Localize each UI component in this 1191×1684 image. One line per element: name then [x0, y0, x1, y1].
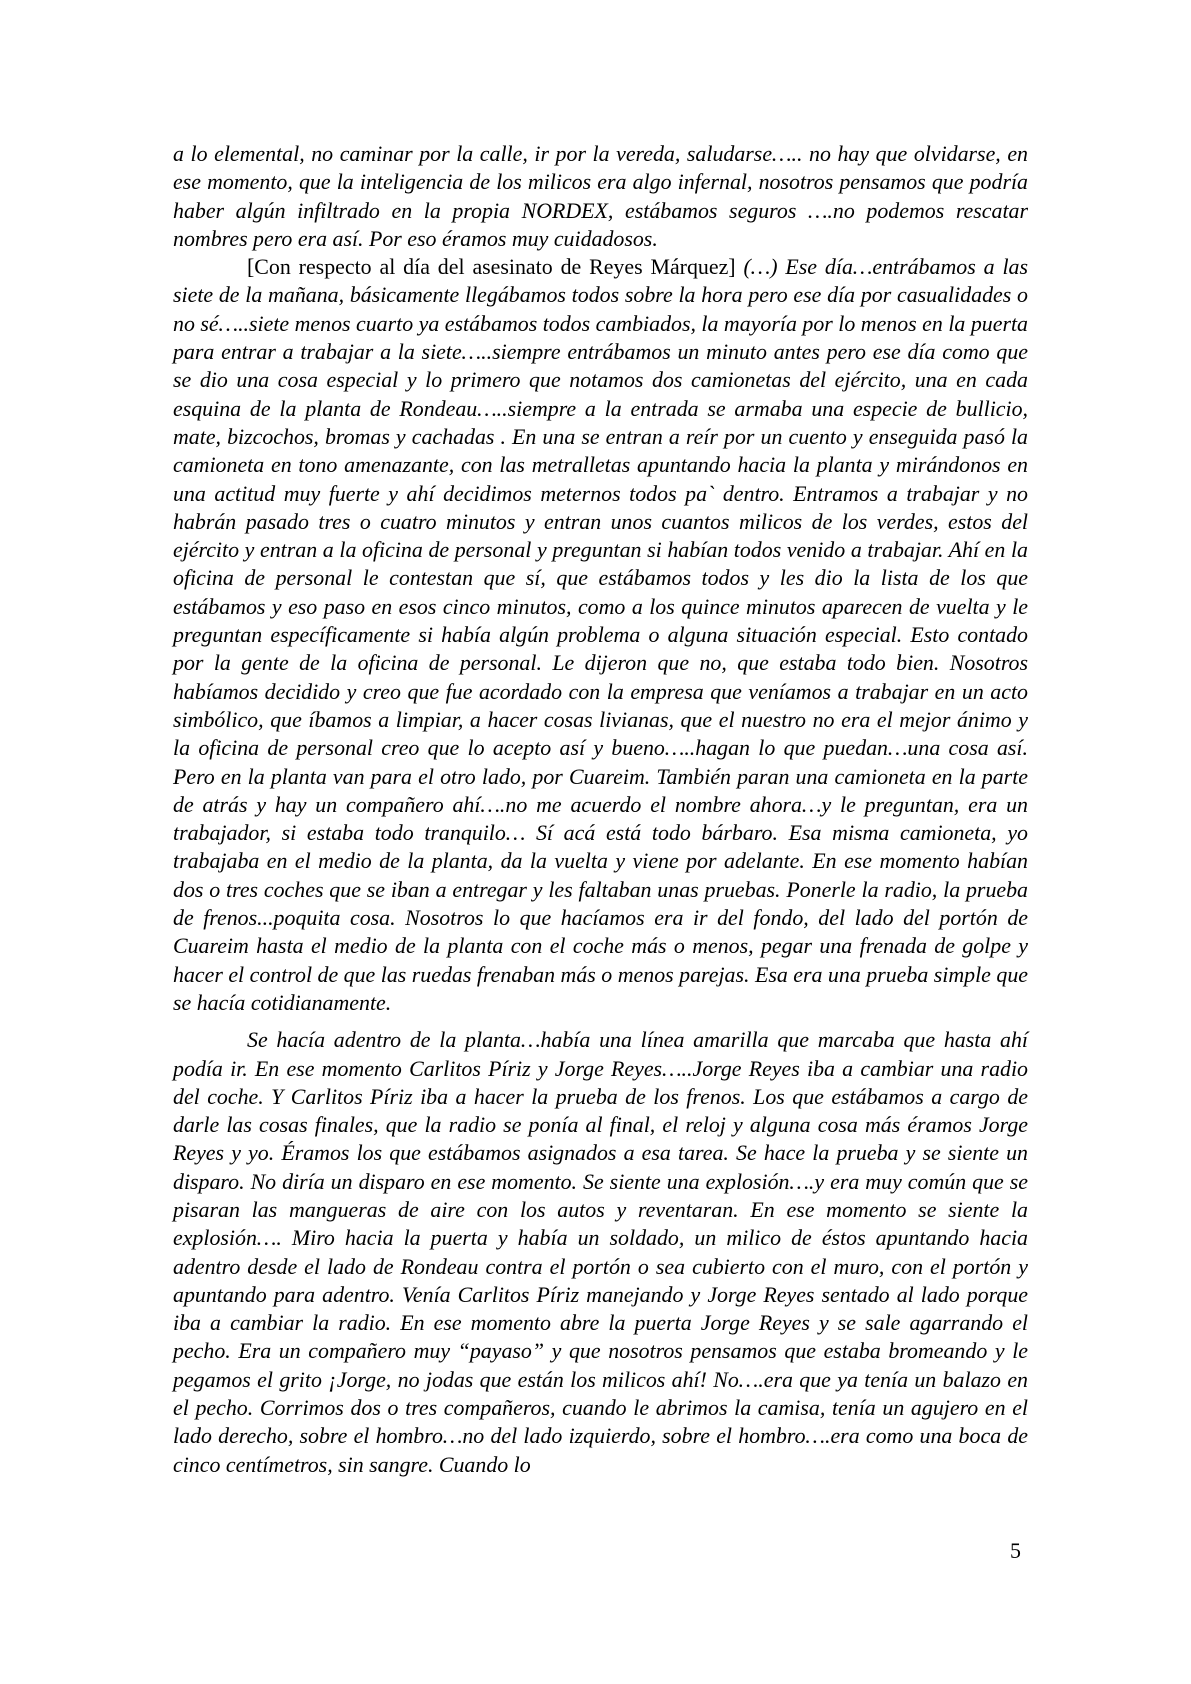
bracketed-context-note: [Con respecto al día del asesinato de Reyes Márquez] — [247, 254, 736, 280]
paragraph-2-text: (…) Ese día…entrábamos a las siete de la mañana, básicamente llegábamos todos sobre la hora pero ese día por casualidades o no sé…..siete menos cuarto ya estábamos todos cambiados, la mayoría por lo menos en la puerta para entrar a trabajar a la siete…..siempre entrábamos un minuto antes pero ese día como que se dio una cosa especial y lo primero que notamos dos camionetas del ejército, una en cada esquina de la planta de Rondeau…..siempre a la entrada se armaba una especie de bullicio, mate, bizcochos, bromas y cachadas . En una se entran a reír por un cuento y enseguida pasó la camioneta en tono amenazante, con las metralletas apuntando hacia la planta y mirándonos en una actitud muy fuerte y ahí decidimos meternos todos pa` dentro. Entramos a trabajar y no habrán pasado tres o cuatro minutos y entran unos cuantos milicos de los verdes, estos del ejército y entran a la oficina de personal y preguntan si habían todos venido a trabajar. Ahí en la oficina de personal le contestan que sí, que estábamos todos y les dio la lista de los que estábamos y eso paso en esos cinco minutos, como a los quince minutos aparecen de vuelta y le preguntan específicamente si había algún problema o alguna situación especial. Esto contado por la gente de la oficina de personal. Le dijeron que no, que estaba todo bien. Nosotros habíamos decidido y creo que fue acordado con la empresa que veníamos a trabajar en un acto simbólico, que íbamos a limpiar, a hacer cosas livianas, que el nuestro no era el mejor ánimo y la oficina de personal creo que lo acepto así y bueno…..hagan lo que puedan…una cosa así. Pero en la planta van para el otro lado, por Cuareim. También paran una camioneta en la parte de atrás y hay un compañero ahí….no me acuerdo el nombre ahora…y le preguntan, era un trabajador, si estaba todo tranquilo… Sí acá está todo bárbaro. Esa misma camioneta, yo trabajaba en el medio de la planta, da la vuelta y viene por adelante. En ese momento habían dos o tres coches que se iban a entregar y les faltaban unas pruebas. Ponerle la radio, la prueba de frenos...poquita cosa. Nosotros lo que hacíamos era ir del fondo, del lado del portón de Cuareim hasta el medio de la planta con el coche más o menos, pegar una frenada de golpe y hacer el control de que las ruedas frenaban más o menos parejas. Esa era una prueba simple que se hacía cotidianamente. — [173, 254, 1028, 1015]
paragraph-1 — [173, 140, 1028, 253]
paragraph-1-text: a lo elemental, no caminar por la calle, ir por la vereda, saludarse….. no hay que olvidarse, en ese momento, que la inteligencia de los milicos era algo infernal, nosotros pensamos que podría haber algún infiltrado en la propia NORDEX, estábamos seguros ….no podemos rescatar nombres pero era así. Por eso éramos muy cuidadosos. — [173, 141, 1028, 251]
paragraph-3 — [173, 1026, 1028, 1479]
page-number: 5 — [1010, 1538, 1021, 1563]
document-body — [173, 140, 1028, 1479]
paragraph-2 — [173, 253, 1028, 1017]
paragraph-3-text: Se hacía adentro de la planta…había una línea amarilla que marcaba que hasta ahí podía ir. En ese momento Carlitos Píriz y Jorge Reyes…..Jorge Reyes iba a cambiar una radio del coche. Y Carlitos Píriz iba a hacer la prueba de los frenos. Los que estábamos a cargo de darle las cosas finales, que la radio se ponía al final, el reloj y alguna cosa más éramos Jorge Reyes y yo. Éramos los que estábamos asignados a esa tarea. Se hace la prueba y se siente un disparo. No diría un disparo en ese momento. Se siente una explosión….y era muy común que se pisaran las mangueras de aire con los autos y reventaran. En ese momento se siente la explosión…. Miro hacia la puerta y había un soldado, un milico de éstos apuntando hacia adentro desde el lado de Rondeau contra el portón o sea cubierto con el muro, con el portón y apuntando para adentro. Venía Carlitos Píriz manejando y Jorge Reyes sentado al lado porque iba a cambiar la radio. En ese momento abre la puerta Jorge Reyes y se sale agarrando el pecho. Era un compañero muy “payaso” y que nosotros pensamos que estaba bromeando y le pegamos el grito ¡Jorge, no jodas que están los milicos ahí! No….era que ya tenía un balazo en el pecho. Corrimos dos o tres compañeros, cuando le abrimos la camisa, tenía un agujero en el lado derecho, sobre el hombro…no del lado izquierdo, sobre el hombro….era como una boca de cinco centímetros, sin sangre. Cuando lo — [173, 1027, 1028, 1477]
